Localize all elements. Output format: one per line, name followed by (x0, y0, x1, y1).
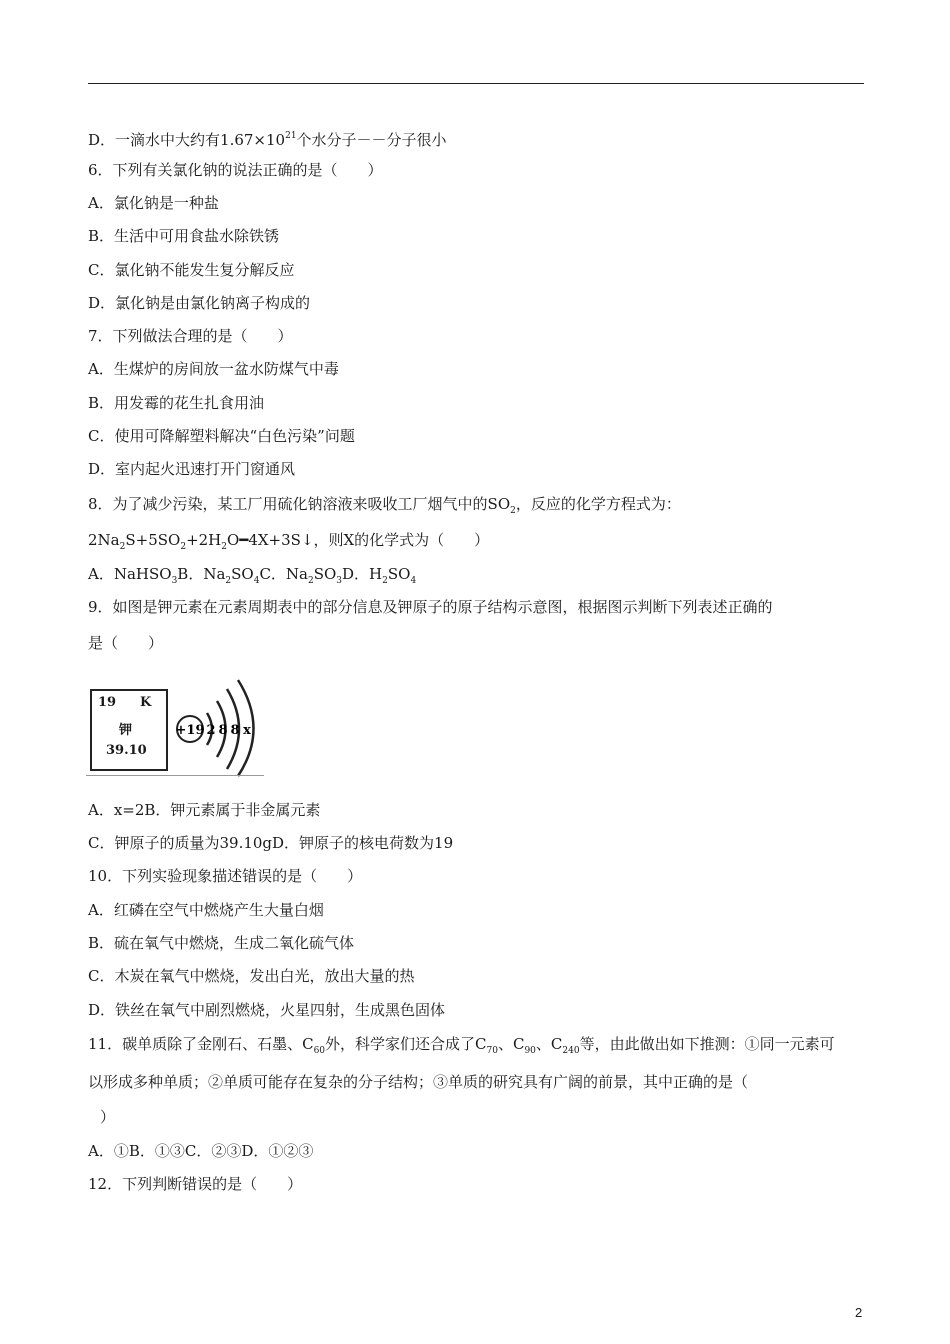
options-11: A．①B．①③C．②③D．①②③ (88, 1142, 314, 1160)
question-11-paren: ） (100, 1108, 116, 1126)
options-8: A．NaHSO$_3$B．$Na_2SO_4C$．$Na_2SO_3D$．$H_2SO_4$ (88, 565, 417, 586)
shell-3-count: 8 (230, 723, 240, 738)
question-11-cont: 以形成多种单质；②单质可能存在复杂的分子结构；③单质的研究具有广阔的前景，其中正确的是（ (88, 1073, 749, 1091)
option-6b: B．生活中可用食盐水除铁锈 (88, 227, 280, 245)
question-9: 9．如图是钾元素在元素周期表中的部分信息及钾原子的原子结构示意图，根据图示判断下列表述正确的 (88, 598, 773, 616)
equation-8: $2Na_2S+5SO_2+2H_2O━4X+3S↓$，则X的化学式为（ ） (88, 531, 490, 552)
question-8: 8．为了减少污染，某工厂用硫化钠溶液来吸收工厂烟气中的$SO_2$，反应的化学方程式为： (88, 495, 681, 516)
question-9-cont: 是（ ） (88, 634, 164, 652)
element-symbol: K (140, 695, 152, 710)
option-6d: D．氯化钠是由氯化钠离子构成的 (88, 294, 311, 312)
option-10c: C．木炭在氧气中燃烧，发出白光，放出大量的热 (88, 967, 415, 985)
options-9ab: A．x=2B．钾元素属于非金属元素 (88, 801, 321, 819)
figure-baseline (86, 775, 264, 776)
header-rule (88, 83, 864, 84)
element-name: 钾 (119, 723, 133, 738)
option-7d: D．室内起火迅速打开门窗通风 (88, 460, 296, 478)
option-10b: B．硫在氧气中燃烧，生成二氧化硫气体 (88, 934, 355, 952)
option-5d: D．一滴水中大约有$1.67\times 10^{21}$个水分子－－分子很小 (88, 131, 447, 149)
option-6a: A．氯化钠是一种盐 (88, 194, 219, 212)
atomic-number: 19 (98, 695, 117, 710)
option-10a: A．红磷在空气中燃烧产生大量白烟 (88, 901, 324, 919)
question-7: 7．下列做法合理的是（ ） (88, 327, 293, 345)
shell-2-count: 8 (218, 723, 228, 738)
nucleus-charge: +19 (175, 723, 205, 738)
option-10d: D．铁丝在氧气中剧烈燃烧，火星四射，生成黑色固体 (88, 1001, 446, 1019)
option-7a: A．生煤炉的房间放一盆水防煤气中毒 (88, 360, 339, 378)
question-12: 12．下列判断错误的是（ ） (88, 1175, 303, 1193)
question-11: 11．碳单质除了金刚石、石墨、$C_{60}$外，科学家们还合成了$C_{70}$、$C_{90}$、$C_{240}$等，由此做出如下推测：①同一元素可 (88, 1035, 835, 1056)
shell-1-count: 2 (206, 723, 216, 738)
option-6c: C．氯化钠不能发生复分解反应 (88, 261, 295, 279)
options-9cd: C．钾原子的质量为39.10gD．钾原子的核电荷数为19 (88, 834, 454, 852)
periodic-cell (90, 689, 168, 771)
page-number: 2 (855, 1305, 863, 1320)
option-7b: B．用发霉的花生扎食用油 (88, 394, 265, 412)
potassium-figure (86, 677, 266, 778)
shell-4-count: x (243, 723, 251, 738)
option-7c: C．使用可降解塑料解决“白色污染”问题 (88, 427, 355, 445)
question-6: 6．下列有关氯化钠的说法正确的是（ ） (88, 161, 383, 179)
question-10: 10．下列实验现象描述错误的是（ ） (88, 867, 363, 885)
atomic-mass: 39.10 (106, 743, 147, 758)
atom-structure (172, 677, 266, 778)
